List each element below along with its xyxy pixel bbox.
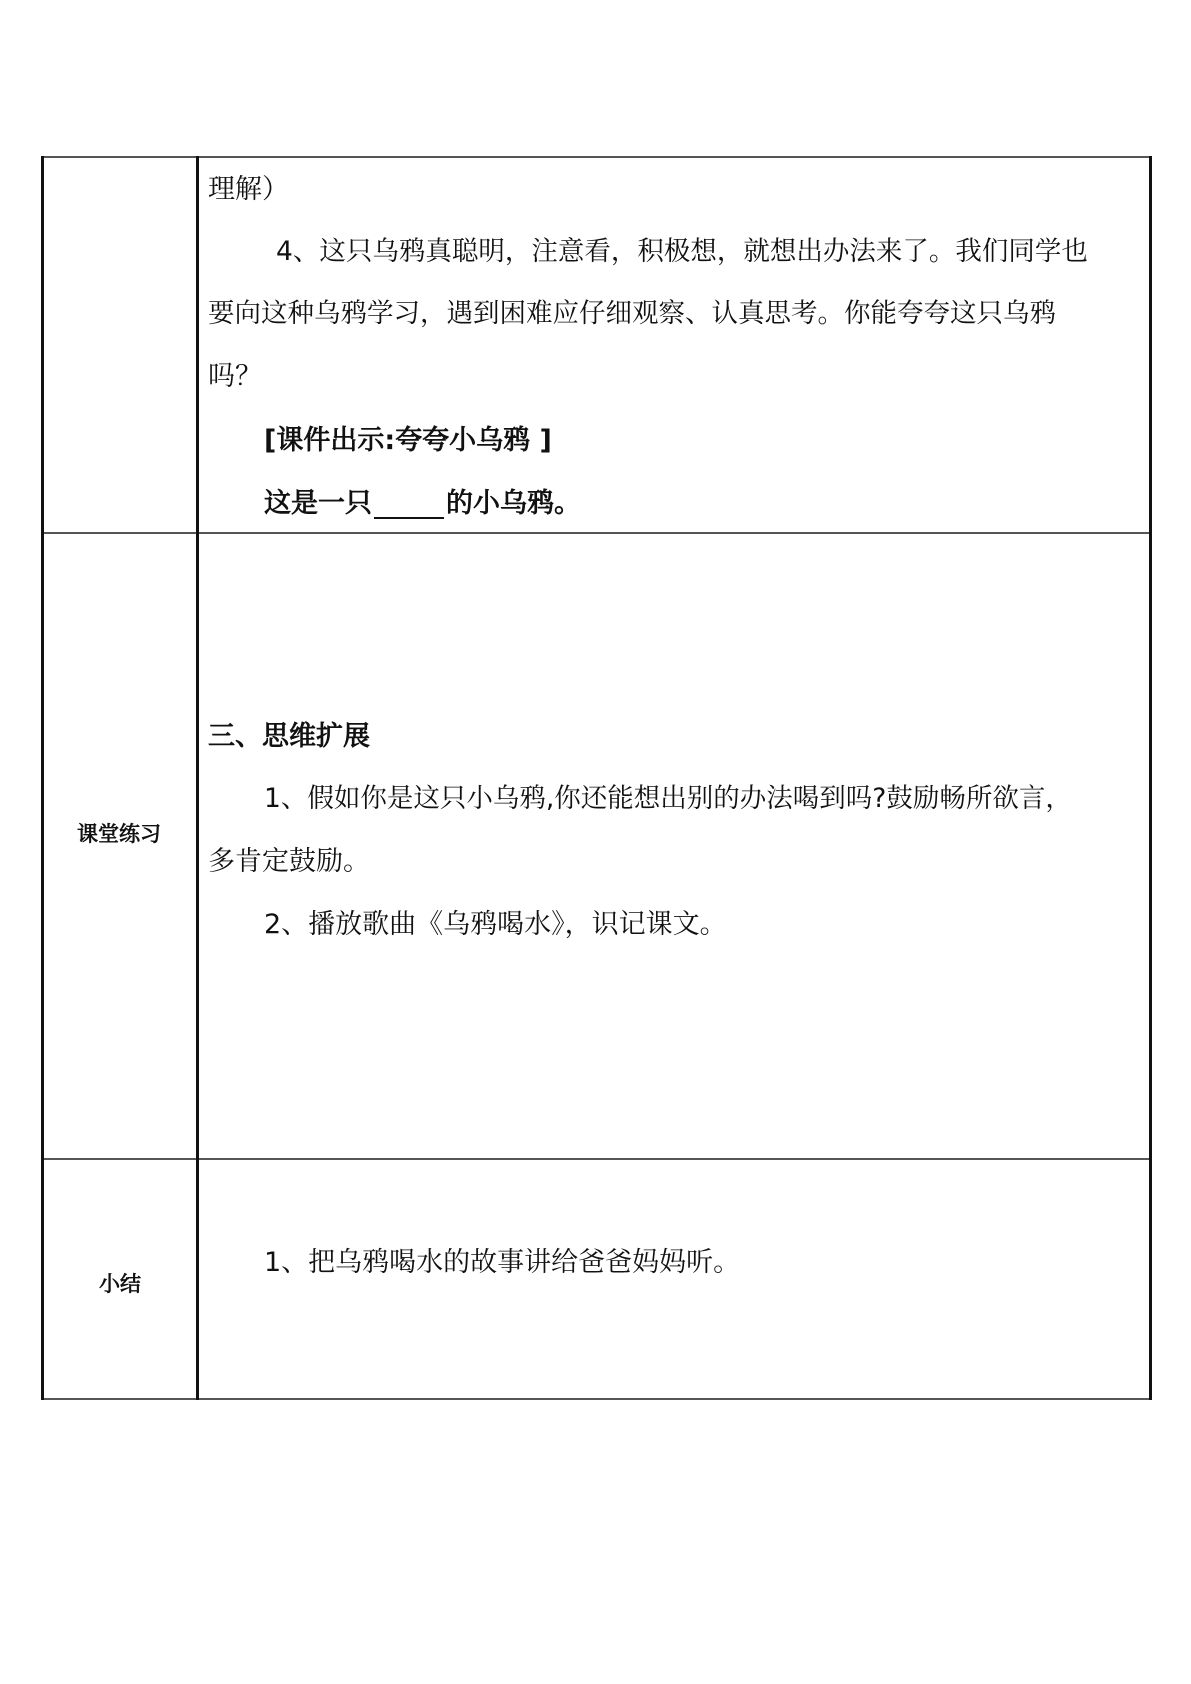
table-top-border <box>41 156 1151 158</box>
row-divider-2 <box>41 1158 1151 1160</box>
row-label-classroom-practice: 课堂练习 <box>77 822 161 846</box>
row2-p2: 2、播放歌曲《乌鸦喝水》，识记课文。 <box>264 909 727 940</box>
row2-p1-line2: 多肯定鼓励。 <box>208 846 370 877</box>
row2-p1-line1: 1、假如你是这只小乌鸦,你还能想出别的办法喝到吗?鼓励畅所欲言， <box>264 783 1072 814</box>
fill-in-sentence-end: 的小乌鸦。 <box>446 488 581 519</box>
table-bottom-border <box>41 1398 1151 1400</box>
table-left-border <box>41 156 44 1400</box>
fill-in-sentence <box>264 489 581 519</box>
section-heading: 三、思维扩展 <box>208 721 370 752</box>
fill-in-sentence-start: 这是一只 <box>264 488 372 519</box>
courseware-prompt: [课件出示:夸夸小乌鸦 ] <box>264 425 552 456</box>
row1-line4: 吗？ <box>208 361 262 392</box>
row1-line2: 4、这只乌鸦真聪明，注意看，积极想，就想出办法来了。我们同学也 <box>276 236 1088 267</box>
table-right-border <box>1149 156 1152 1400</box>
row-divider-1 <box>41 532 1151 534</box>
fill-in-blank <box>374 491 444 519</box>
row-label-summary: 小结 <box>99 1272 141 1296</box>
row1-line3: 要向这种乌鸦学习，遇到困难应仔细观察、认真思考。你能夸夸这只乌鸦 <box>208 298 1056 329</box>
row1-line1: 理解） <box>208 174 289 205</box>
column-divider <box>196 156 199 1400</box>
row3-p1: 1、把乌鸦喝水的故事讲给爸爸妈妈听。 <box>264 1247 741 1278</box>
